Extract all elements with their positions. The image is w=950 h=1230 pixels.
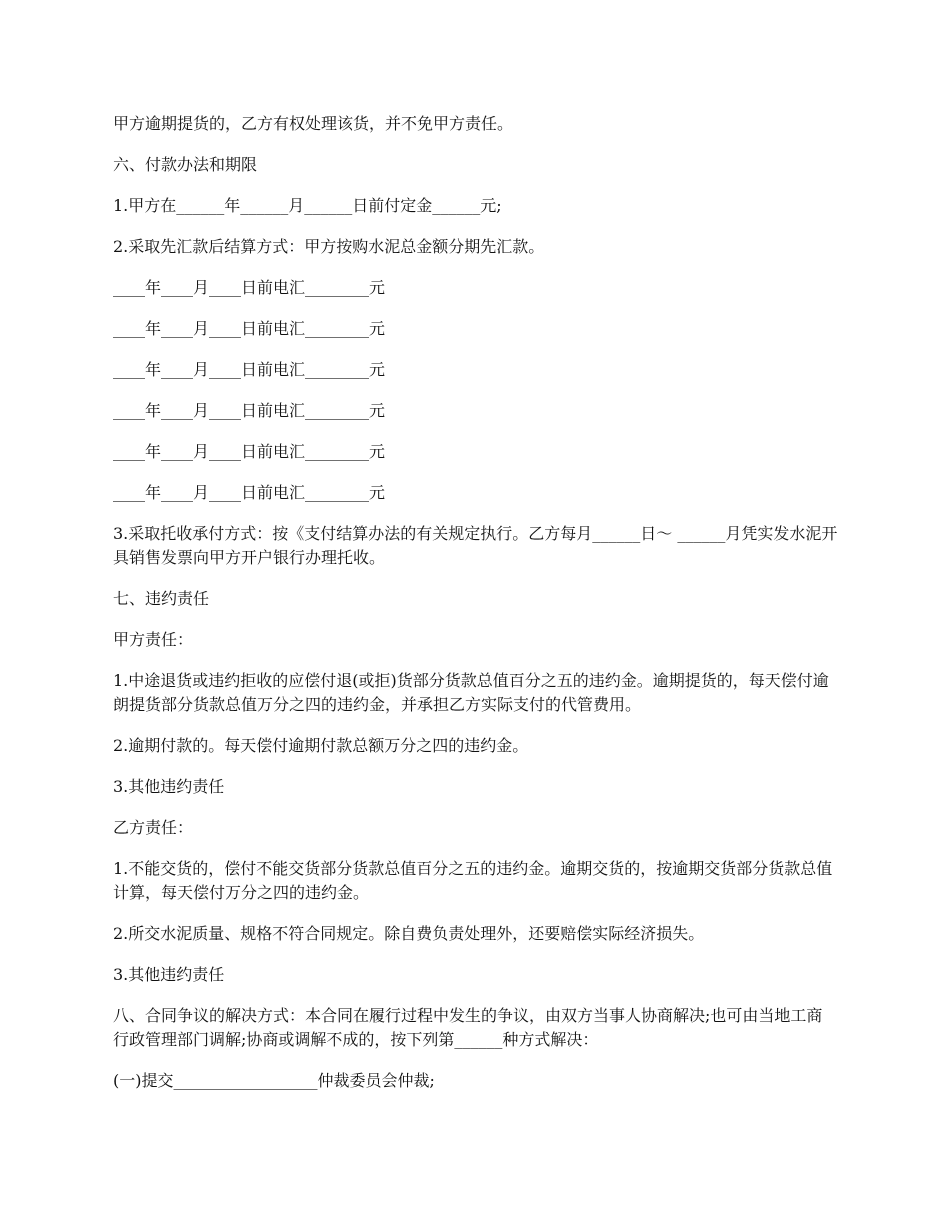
paragraph-remittance-5: ____年____月____日前电汇________元 xyxy=(113,442,386,461)
paragraph-remittance-2: ____年____月____日前电汇________元 xyxy=(113,319,386,338)
paragraph-arbitration: (一)提交__________________仲裁委员会仲裁; xyxy=(113,1071,435,1090)
heading-party-b-liability: 乙方责任： xyxy=(113,818,194,837)
paragraph-party-b-item-3: 3.其他违约责任 xyxy=(113,965,225,984)
heading-party-a-liability: 甲方责任： xyxy=(113,630,194,649)
document-page xyxy=(113,112,838,1110)
paragraph-party-b-item-2: 2.所交水泥质量、规格不符合同规定。除自费负责处理外，还要赔偿实际经济损失。 xyxy=(113,924,705,943)
paragraph-party-a-item-2: 2.逾期付款的。每天偿付逾期付款总额万分之四的违约金。 xyxy=(113,736,529,755)
heading-payment-terms: 六、付款办法和期限 xyxy=(113,155,258,174)
paragraph-deposit: 1.甲方在______年______月______日前付定金______元; xyxy=(113,196,502,215)
paragraph-remittance-3: ____年____月____日前电汇________元 xyxy=(113,360,386,379)
paragraph-collection-method: 3.采取托收承付方式：按《支付结算办法的有关规定执行。乙方每月______日～ ______月凭实发水泥开具销售发票向甲方开户银行办理托收。 xyxy=(113,524,838,567)
paragraph-dispute-resolution: 八、合同争议的解决方式：本合同在履行过程中发生的争议，由双方当事人协商解决;也可由当地工商行政管理部门调解;协商或调解不成的，按下列第______种方式解决： xyxy=(113,1006,823,1049)
paragraph-overdue-pickup: 甲方逾期提货的，乙方有权处理该货，并不免甲方责任。 xyxy=(113,114,514,133)
paragraph-party-a-item-1: 1.中途退货或违约拒收的应偿付退(或拒)货部分货款总值百分之五的违约金。逾期提货的，每天偿付逾朗提货部分货款总值万分之四的违约金，并承担乙方实际支付的代管费用。 xyxy=(113,671,829,714)
paragraph-remittance-4: ____年____月____日前电汇________元 xyxy=(113,401,386,420)
paragraph-party-a-item-3: 3.其他违约责任 xyxy=(113,777,225,796)
paragraph-remittance-1: ____年____月____日前电汇________元 xyxy=(113,278,386,297)
paragraph-prepayment-method: 2.采取先汇款后结算方式：甲方按购水泥总金额分期先汇款。 xyxy=(113,237,545,256)
heading-liability: 七、违约责任 xyxy=(113,589,210,608)
paragraph-party-b-item-1: 1.不能交货的，偿付不能交货部分货款总值百分之五的违约金。逾期交货的，按逾期交货部分货款总值计算，每天偿付万分之四的违约金。 xyxy=(113,859,833,902)
paragraph-remittance-6: ____年____月____日前电汇________元 xyxy=(113,483,386,502)
